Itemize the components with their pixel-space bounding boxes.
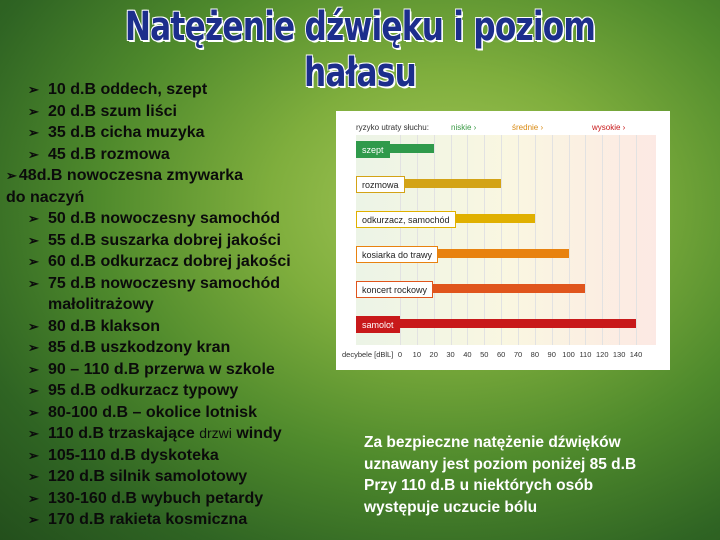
grid-line	[400, 135, 401, 345]
grid-line	[467, 135, 468, 345]
bar-label: samolot	[356, 316, 400, 333]
list-item: ➢ 45 d.B rozmowa	[6, 144, 331, 166]
arrow-bullet-icon: ➢	[28, 404, 39, 420]
note-line: występuje uczucie bólu	[364, 498, 538, 516]
list-item: ➢ 75 d.B nowoczesny samochód małolitrażowy	[28, 274, 281, 313]
list-item: ➢ 10 d.B oddech, szept	[6, 79, 331, 101]
tick-label: 40	[463, 350, 472, 359]
list-item: ➢ 80 d.B klakson	[6, 316, 331, 338]
arrow-bullet-icon: ➢	[28, 318, 39, 334]
grid-line	[434, 135, 435, 345]
bar-label: kosiarka do trawy	[356, 246, 438, 263]
arrow-bullet-icon: ➢	[28, 232, 39, 248]
risk-mid-label: średnie ›	[512, 123, 544, 132]
hearing-risk-chart	[336, 111, 670, 370]
grid-line	[518, 135, 519, 345]
note-line: uznawany jest poziom poniżej 85 d.B	[364, 455, 637, 473]
grid-line	[569, 135, 570, 345]
arrow-bullet-icon: ➢	[28, 82, 39, 97]
arrow-bullet-icon: ➢	[28, 469, 39, 484]
arrow-bullet-icon: ➢	[28, 275, 39, 291]
list-item: ➢ 170 d.B rakieta kosmiczna	[6, 509, 331, 531]
grid-line	[417, 135, 418, 345]
arrow-bullet-icon: ➢	[28, 383, 39, 398]
arrow-bullet-icon: ➢	[28, 254, 39, 269]
list-item: ➢ 80-100 d.B – okolice lotnisk	[6, 402, 331, 424]
bar-label: szept	[356, 141, 390, 158]
bar-label: odkurzacz, samochód	[356, 211, 456, 228]
tick-label: 20	[429, 350, 438, 359]
arrow-bullet-icon: ➢	[28, 103, 39, 119]
tick-label: 110	[579, 350, 592, 359]
grid-line	[484, 135, 485, 345]
list-item: ➢ 60 d.B odkurzacz dobrej jakości	[6, 251, 331, 273]
tick-label: 80	[530, 350, 540, 359]
safety-note	[364, 432, 704, 518]
grid-line	[585, 135, 586, 345]
tick-label: 0	[397, 350, 403, 359]
list-item: ➢ 120 d.B silnik samolotowy	[6, 466, 331, 488]
tick-label: 10	[412, 350, 422, 359]
arrow-bullet-icon: ➢	[28, 426, 39, 441]
list-item: ➢ 95 d.B odkurzacz typowy	[6, 380, 331, 402]
arrow-bullet-icon: ➢	[28, 146, 39, 162]
grid-line	[552, 135, 553, 345]
grid-line	[501, 135, 502, 345]
tick-label: 120	[596, 350, 609, 359]
arrow-bullet-icon: ➢	[28, 490, 39, 506]
list-item: ➢ 130-160 d.B wybuch petardy	[6, 488, 331, 510]
arrow-bullet-icon: ➢	[6, 168, 17, 183]
arrow-bullet-icon: ➢	[28, 447, 39, 463]
list-item: ➢ 85 d.B uszkodzony kran	[6, 337, 331, 359]
tick-label: 100	[562, 350, 575, 359]
list-item: ➢ 110 d.B trzaskające drzwi windy	[6, 423, 331, 445]
tick-label: 50	[480, 350, 489, 359]
list-item: ➢ 48d.B nowoczesna zmywarka do naczyń	[6, 167, 243, 206]
grid-line	[636, 135, 637, 345]
grid-line	[451, 135, 452, 345]
tick-label: 60	[496, 350, 506, 359]
page-title: Natężenie dźwięku i poziom hałasu	[124, 4, 596, 96]
noise-level-list	[6, 79, 331, 531]
note-line: Za bezpieczne natężenie dźwięków	[364, 434, 621, 451]
bar-label: rozmowa	[356, 176, 405, 193]
chart-grid	[356, 135, 656, 345]
arrow-bullet-icon: ➢	[28, 125, 39, 140]
list-item: ➢ 50 d.B nowoczesny samochód	[6, 208, 331, 230]
tick-label: 70	[513, 350, 523, 359]
list-item: ➢ 90 – 110 d.B przerwa w szkole	[6, 359, 331, 381]
grid-line	[619, 135, 620, 345]
arrow-bullet-icon: ➢	[28, 512, 39, 527]
risk-low-label: niskie ›	[451, 123, 477, 132]
bar-label: koncert rockowy	[356, 281, 433, 298]
list-item: ➢ 20 d.B szum liści	[6, 101, 331, 123]
tick-label: 140	[629, 350, 643, 359]
list-item: ➢ 105-110 d.B dyskoteka	[6, 445, 331, 467]
grid-line	[602, 135, 603, 345]
tick-label: 130	[612, 350, 626, 359]
note-line: Przy 110 d.B u niektórych osób	[364, 477, 594, 494]
arrow-bullet-icon: ➢	[28, 340, 39, 355]
list-item: ➢ 35 d.B cicha muzyka	[6, 122, 331, 144]
arrow-bullet-icon: ➢	[28, 361, 39, 377]
axis-label: decybele [dBlL]	[342, 350, 394, 359]
list-item: ➢ 55 d.B suszarka dobrej jakości	[6, 230, 331, 252]
grid-line	[535, 135, 536, 345]
tick-label: 90	[547, 350, 556, 359]
tick-label: 30	[446, 350, 455, 359]
risk-label: ryzyko utraty słuchu:	[356, 123, 429, 132]
risk-high-label: wysokie ›	[592, 123, 626, 132]
arrow-bullet-icon: ➢	[28, 211, 39, 226]
